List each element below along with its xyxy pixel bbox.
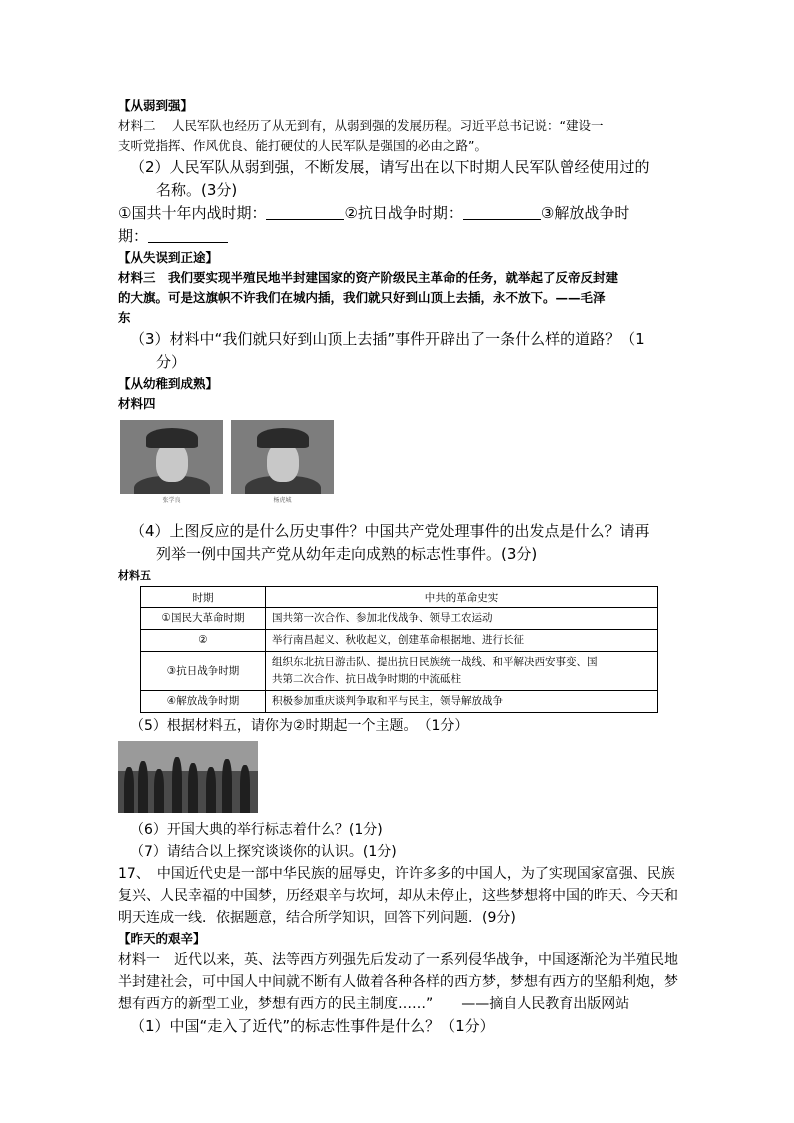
portrait-caption-1: 张学良 — [162, 497, 181, 504]
table-cell-period: ③抗日战争时期 — [141, 652, 266, 691]
question-2-line-1: （2）人民军队从弱到强，不断发展，请写出在以下时期人民军队曾经使用过的 — [130, 158, 650, 176]
table-row — [141, 630, 658, 652]
document-page — [118, 96, 678, 1038]
table-header-facts: 中共的革命史实 — [266, 587, 658, 608]
question-4-line-1: （4）上图反应的是什么历史事件？中国共产党处理事件的出发点是什么？请再 — [130, 522, 650, 540]
material-1-line-1: 材料一 近代以来，英、法等西方列强先后发动了一系列侵华战争，中国逐渐沦为半殖民地 — [118, 952, 678, 968]
question-1: （1）中国“走入了近代”的标志性事件是什么？（1分） — [130, 1017, 495, 1035]
revolution-history-table — [140, 586, 658, 713]
question-5: （5）根据材料五，请你为②时期起一个主题。 （1分） — [130, 718, 469, 734]
blank-label-civil-war: ①国共十年内战时期： — [118, 204, 267, 222]
material-3-line-2: 的大旗。可是这旗帜不许我们在城内插，我们就只好到山顶上去插，永不放下。——毛泽 — [118, 290, 606, 305]
material-2-line-2: 支听党指挥、作风优良、能打硬仗的人民军队是强国的必由之路”。 — [118, 138, 487, 153]
question-3-line-1: （3）材料中“我们就只好到山顶上去插”事件开辟出了一条什么样的道路？（1 — [130, 330, 645, 348]
problem-17-line-3: 明天连成一线．依据题意，结合所学知识，回答下列问题．(9分) — [118, 910, 516, 926]
blank-label-liberation: ③解放战争时 — [540, 204, 630, 222]
table-header-period: 时期 — [141, 587, 266, 608]
material-1-line-2: 半封建社会，可中国人中间就不断有人做着各种各样的西方梦，梦想有西方的坚船利炮，梦 — [118, 974, 678, 990]
table-cell-period: ①国民大革命时期 — [141, 608, 266, 630]
material-1-line-3: 想有西方的新型工业，梦想有西方的民主制度……” ——摘自人民教育出版网站 — [118, 996, 630, 1012]
material-4-photos — [118, 420, 678, 512]
portrait-caption-2: 杨虎城 — [273, 497, 292, 504]
table-row — [141, 652, 658, 691]
material-3-line-1: 材料三 我们要实现半殖民地半封建国家的资产阶级民主革命的任务，就举起了反帝反封建 — [118, 270, 619, 285]
portrait-photo-1 — [120, 420, 223, 494]
section-heading-weak-to-strong: 【从弱到强】 — [118, 98, 194, 113]
problem-17-line-2: 复兴、人民幸福的中国梦，历经艰辛与坎坷，却从未停止，这些梦想将中国的昨天、今天和 — [118, 888, 678, 904]
table-cell-period: ② — [141, 630, 266, 652]
table-cell-facts — [266, 652, 658, 691]
question-2-blanks-line — [118, 202, 678, 225]
section-heading-yesterday: 【昨天的艰辛】 — [118, 931, 206, 946]
blank-label-anti-japanese: ②抗日战争时期： — [344, 204, 463, 222]
question-3-line-2: 分） — [156, 353, 187, 371]
blank-label-period: 期： — [118, 227, 149, 245]
table-cell-facts: 积极参加重庆谈判争取和平与民主，领导解放战争 — [266, 691, 658, 713]
founding-ceremony-photo — [118, 741, 258, 813]
material-4-label: 材料四 — [118, 396, 156, 411]
table-header-row — [141, 587, 658, 608]
table-cell-facts-line-2: 共第二次合作、抗日战争时期的中流砥柱 — [272, 673, 461, 685]
problem-17-line-1: 17、 中国近代史是一部中华民族的屈辱史，许许多多的中国人，为了实现国家富强、民族 — [118, 866, 675, 882]
table-row — [141, 691, 658, 713]
answer-blank-1[interactable] — [266, 205, 344, 220]
section-heading-mistake-to-path: 【从失误到正途】 — [118, 250, 219, 265]
material-5-label: 材料五 — [118, 569, 151, 582]
question-6: （6）开国大典的举行标志着什么？(1分) — [130, 822, 383, 838]
table-cell-period: ④解放战争时期 — [141, 691, 266, 713]
material-2-line-1: 材料二 人民军队也经历了从无到有，从弱到强的发展历程。习近平总书记说：“建设一 — [118, 118, 604, 133]
section-heading-naive-to-mature: 【从幼稚到成熟】 — [118, 376, 219, 391]
question-2-line-2: 名称。(3分) — [156, 181, 238, 199]
table-cell-facts-line-1: 组织东北抗日游击队、提出抗日民族统一战线、和平解决西安事变、国 — [272, 656, 598, 668]
portrait-photo-2 — [231, 420, 334, 494]
material-3-line-3: 东 — [118, 310, 131, 325]
answer-blank-2[interactable] — [463, 205, 541, 220]
table-cell-facts: 举行南昌起义、秋收起义，创建革命根据地、进行长征 — [266, 630, 658, 652]
answer-blank-3[interactable] — [148, 228, 228, 243]
table-row — [141, 608, 658, 630]
question-7: （7）请结合以上探究谈谈你的认识。(1分) — [130, 844, 397, 860]
question-2-blanks-line-2 — [118, 225, 678, 248]
table-cell-facts: 国共第一次合作、参加北伐战争、领导工农运动 — [266, 608, 658, 630]
question-4-line-2: 列举一例中国共产党从幼年走向成熟的标志性事件。(3分) — [156, 545, 538, 563]
